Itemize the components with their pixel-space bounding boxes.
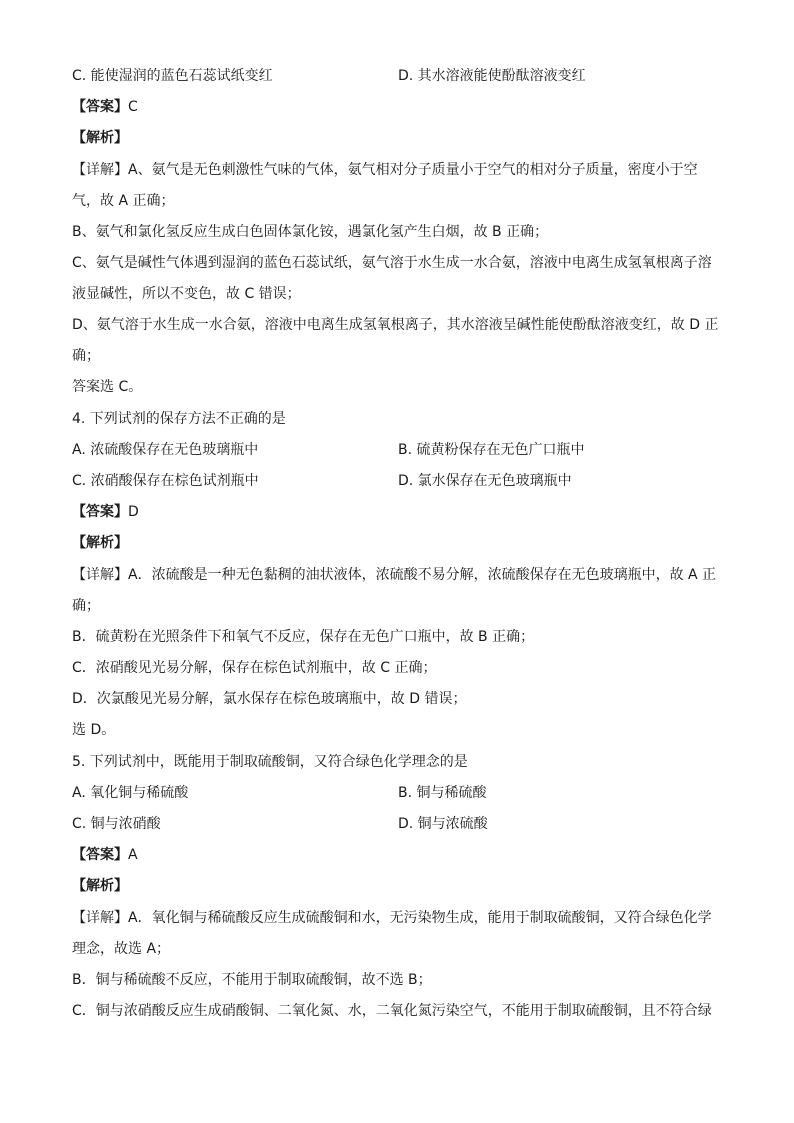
q5-detail-line: B．铜与稀硫酸不反应，不能用于制取硫酸铜，故不选 B；: [72, 972, 432, 988]
q3-detail-line: 确；: [72, 348, 100, 364]
q4-detail-line: 【详解】A．浓硫酸是一种无色黏稠的油状液体，浓硫酸不易分解，浓硫酸保存在无色玻璃瓶中，故 A 正: [72, 567, 717, 583]
q3-option-c: C. 能使湿润的蓝色石蕊试纸变红: [72, 68, 273, 84]
q5-option-d: D. 铜与浓硫酸: [398, 816, 488, 832]
q5-analysis-label: 【解析】: [72, 878, 128, 894]
q4-conclusion: 选 D。: [72, 722, 116, 738]
answer-label: 【答案】: [72, 847, 128, 863]
q3-detail-line: 气，故 A 正确；: [72, 193, 175, 209]
q3-detail-line: B、氨气和氯化氢反应生成白色固体氯化铵，遇氯化氢产生白烟，故 B 正确；: [72, 224, 549, 240]
q4-option-d: D. 氯水保存在无色玻璃瓶中: [398, 473, 572, 489]
q4-detail-line: D．次氯酸见光易分解，氯水保存在棕色玻璃瓶中，故 D 错误；: [72, 691, 467, 707]
answer-value: D: [128, 504, 139, 520]
q4-answer: [72, 502, 722, 522]
q5-option-b: B. 铜与稀硫酸: [398, 785, 487, 801]
answer-value: C: [128, 99, 138, 115]
q3-detail-line: D、氨气溶于水生成一水合氨，溶液中电离生成氢氧根离子，其水溶液呈碱性能使酚酞溶液变红，故 D 正: [72, 317, 719, 333]
q4-option-b: B. 硫黄粉保存在无色广口瓶中: [398, 442, 585, 458]
q3-detail-line: C、氨气是碱性气体遇到湿润的蓝色石蕊试纸，氨气溶于水生成一水合氨，溶液中电离生成氢氧根离子溶: [72, 255, 712, 271]
q5-answer: [72, 845, 722, 865]
q5-stem: 5. 下列试剂中，既能用于制取硫酸铜，又符合绿色化学理念的是: [72, 754, 468, 770]
q3-conclusion: 答案选 C。: [72, 379, 143, 395]
answer-value: A: [128, 847, 138, 863]
answer-label: 【答案】: [72, 504, 128, 520]
answer-label: 【答案】: [72, 99, 128, 115]
q4-stem: 4. 下列试剂的保存方法不正确的是: [72, 411, 286, 427]
q5-detail-line: C．铜与浓硝酸反应生成硝酸铜、二氧化氮、水，二氧化氮污染空气，不能用于制取硫酸铜，且不符合绿: [72, 1003, 712, 1019]
q5-option-c: C. 铜与浓硝酸: [72, 816, 161, 832]
q3-analysis-label: 【解析】: [72, 130, 128, 146]
q4-detail-line: C．浓硝酸见光易分解，保存在棕色试剂瓶中，故 C 正确；: [72, 660, 437, 676]
q5-detail-line: 理念，故选 A；: [72, 941, 171, 957]
q3-answer: [72, 97, 722, 117]
q4-option-a: A. 浓硫酸保存在无色玻璃瓶中: [72, 442, 259, 458]
q5-option-a: A. 氧化铜与稀硫酸: [72, 785, 189, 801]
q3-detail-line: 液显碱性，所以不变色，故 C 错误；: [72, 286, 301, 302]
q4-detail-line: 确；: [72, 598, 100, 614]
q5-detail-line: 【详解】A．氧化铜与稀硫酸反应生成硫酸铜和水，无污染物生成，能用于制取硫酸铜，又符合绿色化学: [72, 910, 712, 926]
q3-detail-line: 【详解】A、氨气是无色刺激性气味的气体，氨气相对分子质量小于空气的相对分子质量，密度小于空: [72, 162, 698, 178]
q4-analysis-label: 【解析】: [72, 535, 128, 551]
q4-option-c: C. 浓硝酸保存在棕色试剂瓶中: [72, 473, 259, 489]
q4-detail-line: B．硫黄粉在光照条件下和氧气不反应，保存在无色广口瓶中，故 B 正确；: [72, 629, 535, 645]
q3-option-d: D. 其水溶液能使酚酞溶液变红: [398, 68, 586, 84]
